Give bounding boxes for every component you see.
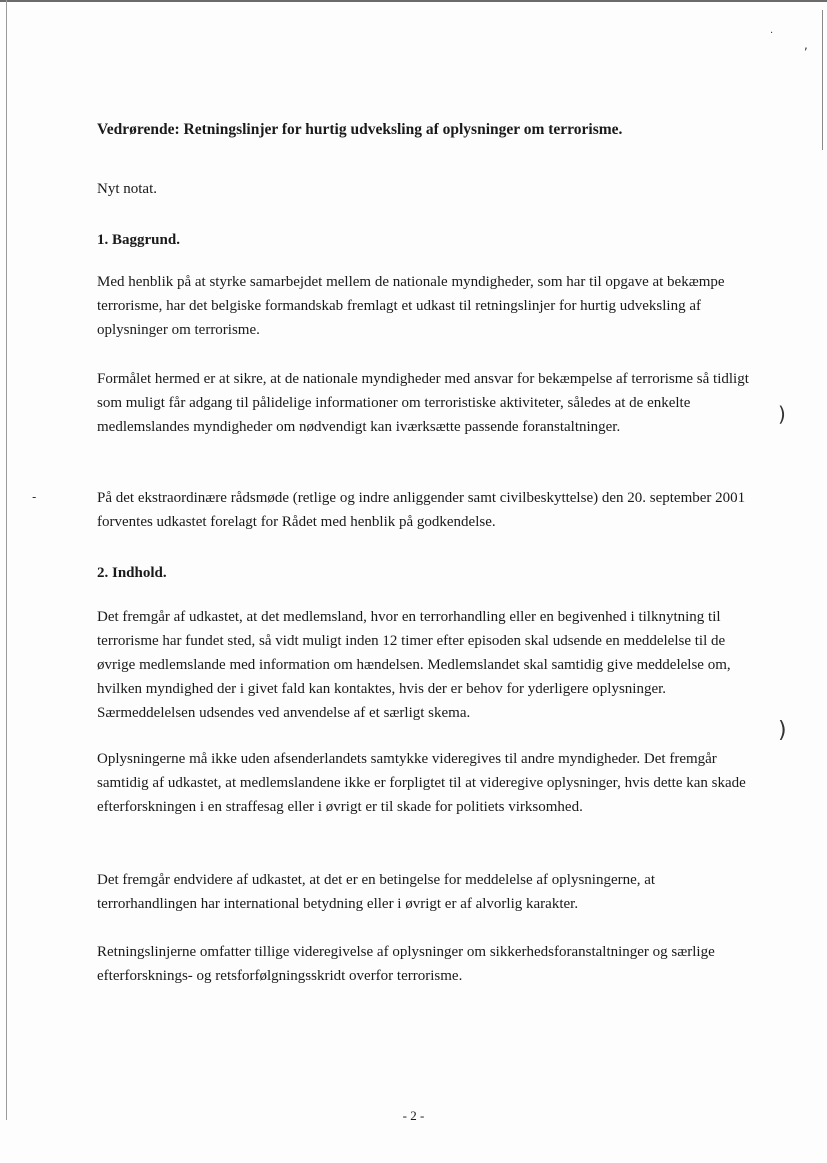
paragraph-text: Med henblik på at styrke samarbejdet mellem de nationale myndigheder, som har til opgave at bekæmpe terrorisme, har det belgiske formandskab fremlagt et udkast til retningslinjer for hurtig udveksling af oplysninger om terrorisme.: [97, 274, 725, 338]
section-heading-background: 1. Baggrund.: [97, 232, 180, 248]
paragraph: [97, 486, 757, 534]
paragraph-text: Retningslinjerne omfatter tillige videregivelse af oplysninger om sikkerhedsforanstaltninger og særlige efterforsknings- og retsforfølgningsskridt overfor terrorisme.: [97, 944, 715, 984]
scan-edge-top: [0, 0, 827, 2]
paragraph-text: Formålet hermed er at sikre, at de nationale myndigheder med ansvar for bekæmpelse af terrorisme så tidligt som muligt får adgang til pålidelige informationer om terroristiske aktiviteter, således at de enkelte medlemslandes myndigheder om nødvendigt kan iværksætte passende foranstaltninger.: [97, 371, 749, 435]
paragraph: [97, 367, 757, 439]
paragraph-text: Det fremgår af udkastet, at det medlemsland, hvor en terrorhandling eller en begivenhed i tilknytning til terrorisme har fundet sted, så vidt muligt inden 12 timer efter episoden skal udsende en meddelelse til de øvrige medlemslande med information om hændelsen. Medlemslandet skal samtidig give meddelelse om, hvilken myndighed der i givet fald kan kontaktes, hvis der er behov for yderligere oplysninger. Særmeddelelsen udsendes ved anvendelse af et særligt skema.: [97, 609, 731, 721]
scan-edge-right: [822, 10, 823, 150]
punch-hole-mark: ): [778, 718, 787, 743]
paragraph: [97, 270, 757, 342]
paragraph: [97, 940, 757, 988]
note-label: Nyt notat.: [97, 181, 157, 197]
paragraph-text: Det fremgår endvidere af udkastet, at det er en betingelse for meddelelse af oplysningerne, at terrorhandlingen har international betydning eller i øvrigt er af alvorlig karakter.: [97, 872, 656, 912]
paragraph: [97, 605, 757, 725]
scan-speck: ,: [804, 38, 808, 52]
page-number: - 2 -: [402, 1108, 425, 1123]
scan-speck: ·: [770, 28, 774, 39]
paragraph-text: Oplysningerne må ikke uden afsenderlandets samtykke videregives til andre myndigheder. Det fremgår samtidig af udkastet, at medlemslandene ikke er forpligtet til at videregive oplysninger, hvis dette kan skade efterforskningen i en straffesag eller i øvrigt er til skade for politiets virksomhed.: [97, 751, 746, 815]
scan-speck: -: [32, 490, 37, 504]
scan-edge-left: [6, 0, 7, 1120]
paragraph: [97, 747, 757, 819]
paragraph: [97, 868, 757, 916]
punch-hole-mark: ): [778, 402, 786, 426]
section-heading-content: 2. Indhold.: [97, 565, 167, 581]
paragraph-text: På det ekstraordinære rådsmøde (retlige og indre anliggender samt civilbeskyttelse) den 20. september 2001 forventes udkastet forelagt for Rådet med henblik på godkendelse.: [97, 490, 746, 530]
subject-line: Vedrørende: Retningslinjer for hurtig udveksling af oplysninger om terrorisme.: [97, 121, 623, 138]
